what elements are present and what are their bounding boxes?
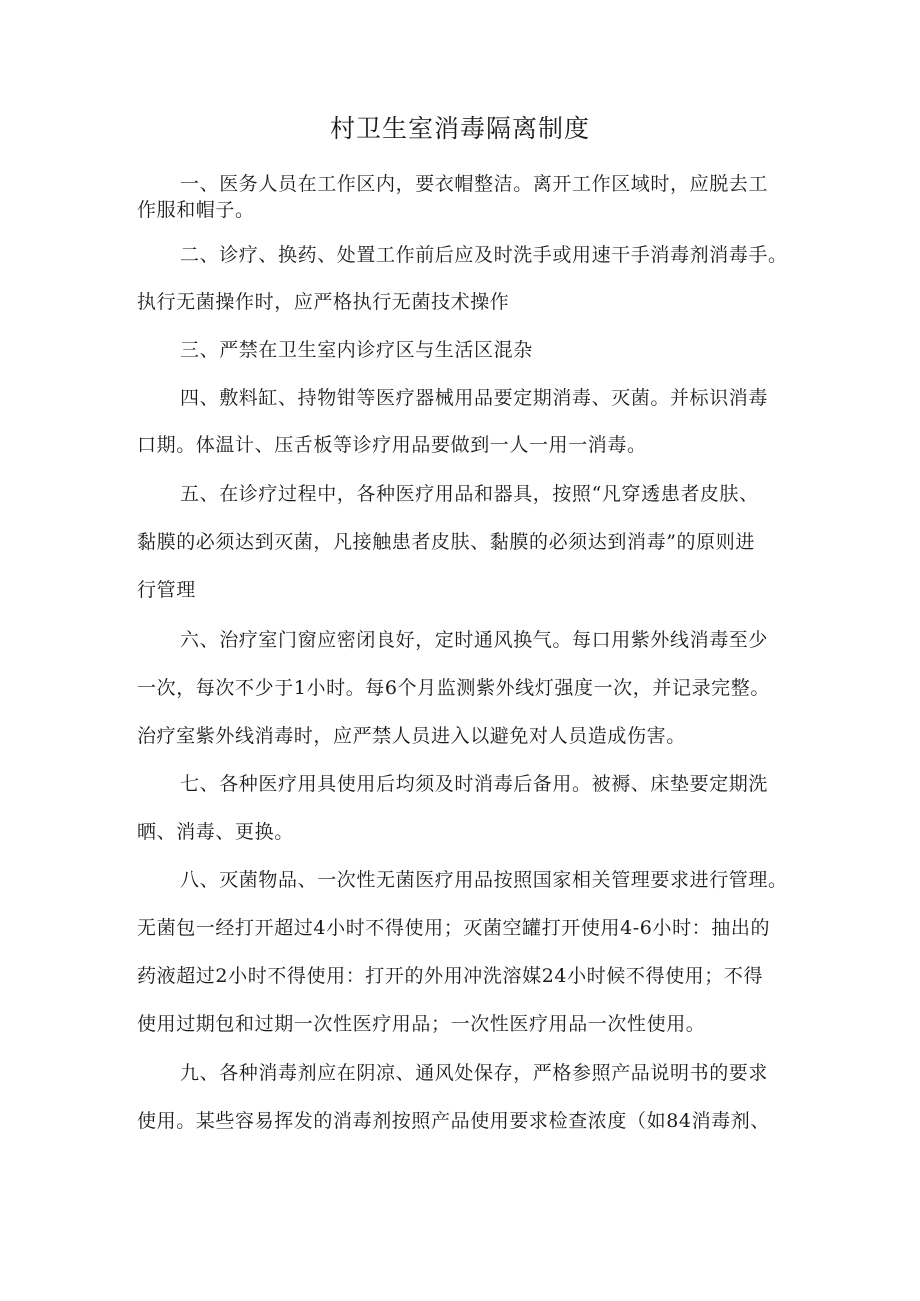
text-line: 二、诊疗、换药、处置工作前后应及时洗手或用速干手消毒剂消毒手。: [180, 244, 788, 266]
text-line: 九、各种消毒剂应在阴凉、通风处保存，严格参照产品说明书的要求: [180, 1062, 769, 1084]
text-line: 一次，每次不少于1小时。每6个月监测紫外线灯强度一次，并记录完整。: [137, 677, 770, 699]
text-line: 执行无菌操作时，应严格执行无菌技术操作: [137, 291, 510, 313]
text-line: 口期。体温计、压舌板等诊疗用品要做到一人一用一消毒。: [137, 434, 647, 456]
text-line: 一、医务人员在工作区内，要衣帽整洁。离开工作区域时，应脱去工: [180, 173, 769, 195]
text-line: 药液超过2小时不得使用：打开的外用冲洗溶媒24小时候不得使用；不得: [137, 965, 764, 987]
text-line: 七、各种医疗用具使用后均须及时消毒后备用。被褥、床垫要定期洗: [180, 773, 769, 795]
text-line: 使用过期包和过期一次性医疗用品；一次性医疗用品一次性使用。: [137, 1013, 706, 1035]
text-line: 治疗室紫外线消毒时，应严禁人员进入以避免对人员造成伤害。: [137, 725, 686, 747]
text-line: 作服和帽子。: [137, 199, 255, 221]
text-line: 五、在诊疗过程中，各种医疗用品和器具，按照“凡穿透患者皮肤、: [180, 483, 759, 505]
text-line: 晒、消毒、更换。: [137, 821, 294, 843]
text-line: 六、治疗室门窗应密闭良好，定时通风换气。每口用紫外线消毒至少: [180, 629, 769, 651]
text-line: 四、敷料缸、持物钳等医疗器械用品要定期消毒、灭菌。并标识消毒: [180, 387, 769, 409]
text-line: 行管理: [137, 579, 196, 601]
text-line: 黏膜的必须达到灭菌，凡接触患者皮肤、黏膜的必须达到消毒”的原则进: [137, 531, 755, 553]
text-line: 无菌包一经打开超过4小时不得使用；灭菌空罐打开使用4-6小时：抽出的: [137, 917, 771, 939]
text-line: 使用。某些容易挥发的消毒剂按照产品使用要求检查浓度（如84消毒剂、: [137, 1110, 770, 1132]
text-line: 八、灭菌物品、一次性无菌医疗用品按照国家相关管理要求进行管理。: [180, 869, 788, 891]
text-line: 三、严禁在卫生室内诊疗区与生活区混杂: [180, 339, 533, 361]
document-title: 村卫生室消毒隔离制度: [329, 114, 590, 143]
